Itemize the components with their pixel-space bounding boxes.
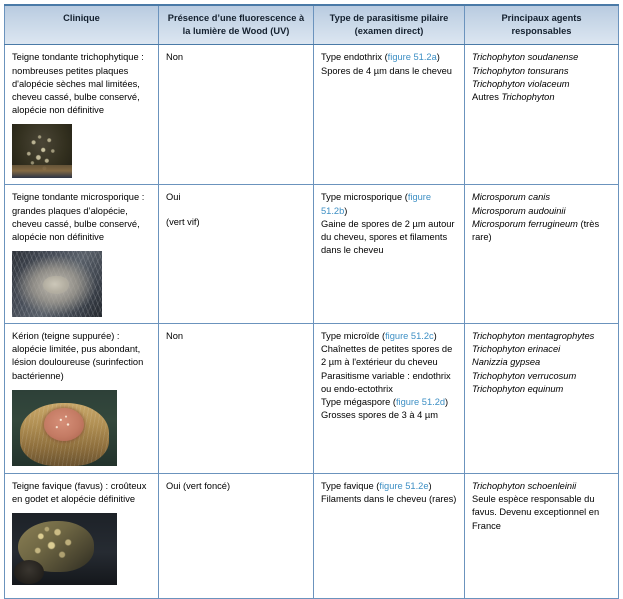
cell-fluorescence	[159, 185, 314, 324]
agent-item	[472, 218, 611, 244]
table-row	[5, 474, 619, 599]
fluorescence-detail: (vert vif)	[166, 216, 200, 227]
agent-item: Microsporum canis	[472, 192, 551, 203]
cell-fluorescence	[159, 324, 314, 474]
agent-item: Trichophyton mentagrophytes	[472, 331, 595, 342]
agent-suffix: (très rare)	[472, 218, 600, 242]
fluorescence-value: Non	[166, 331, 184, 342]
parasitisme-line4-pre: Type mégaspore (	[321, 397, 396, 407]
teignes-comparison-table-container	[4, 4, 618, 590]
parasitisme-line1	[321, 51, 457, 64]
column-header-agents-line1: Principaux agents	[501, 13, 582, 23]
clinique-description: Teigne favique (favus) : croûteux en godet et alopécie définitive	[12, 481, 147, 505]
cell-agents	[465, 324, 619, 474]
column-header-fluorescence	[159, 5, 314, 45]
parasitisme-line1-pre: Type favique (	[321, 481, 380, 492]
parasitisme-line1	[321, 191, 457, 217]
column-header-fluorescence-line1: Présence d’une fluorescence à	[167, 13, 305, 23]
parasitisme-line1-pre: Type endothrix (	[321, 52, 388, 63]
parasitisme-line2: Gaine de spores de 2 µm autour du cheveu, spores et filaments dans le cheveu	[321, 218, 455, 256]
column-header-parasitisme	[314, 5, 465, 45]
parasitisme-line1-pre: Type microsporique (	[321, 192, 408, 203]
agent-item: Nanizzia gypsea	[472, 357, 541, 368]
parasitisme-line4	[321, 396, 457, 409]
figure-link-51-2b[interactable]: figure 51.2b	[321, 192, 432, 216]
table-header	[5, 5, 619, 45]
clinical-photo-kerion	[12, 390, 117, 466]
cell-agents	[465, 45, 619, 185]
table-header-row	[5, 5, 619, 45]
agent-prefix: Autres	[472, 91, 502, 102]
agent-note: Seule espèce responsable du favus. Devenu exceptionnel en France	[472, 494, 600, 531]
cell-fluorescence	[159, 474, 314, 599]
table-row	[5, 185, 619, 324]
column-header-agents-line2: responsables	[511, 26, 572, 37]
fluorescence-value: Oui	[166, 192, 181, 203]
agent-item: Trichophyton verrucosum	[472, 370, 577, 381]
agent-item: Trichophyton equinum	[472, 383, 564, 394]
parasitisme-line3: Parasitisme variable : endothrix ou endo-ectothrix	[321, 370, 451, 394]
agent-item: Microsporum audouinii	[472, 205, 566, 216]
agent-item: Trichophyton erinacei	[472, 344, 561, 355]
clinical-photo-favus	[12, 513, 117, 585]
agent-item	[472, 91, 611, 104]
column-header-clinique-line1: Clinique	[63, 13, 100, 23]
parasitisme-line1-post: )	[344, 205, 348, 216]
parasitisme-line1-post: )	[436, 52, 440, 63]
cell-agents	[465, 474, 619, 599]
parasitisme-line1	[321, 480, 457, 493]
parasitisme-line1-post: )	[428, 481, 432, 492]
cell-clinique	[5, 474, 159, 599]
cell-parasitisme	[314, 324, 465, 474]
table-row	[5, 45, 619, 185]
column-header-clinique	[5, 5, 159, 45]
parasitisme-line1-post: )	[433, 331, 437, 342]
agent-item: Trichophyton violaceum	[472, 78, 570, 89]
column-header-parasitisme-line1: Type de parasitisme pilaire	[329, 13, 449, 23]
parasitisme-line2: Filaments dans le cheveu (rares)	[321, 494, 457, 505]
cell-clinique	[5, 45, 159, 185]
agent-genus: Trichophyton	[501, 91, 555, 102]
agent-item: Trichophyton schoenleinii	[472, 481, 577, 492]
table-row	[5, 324, 619, 474]
clinique-description: Teigne tondante microsporique : grandes plaques d’alopécie, cheveu cassé, bulbe conservé, alopécie non définitive	[12, 192, 145, 242]
cell-fluorescence	[159, 45, 314, 185]
figure-link-51-2c[interactable]: figure 51.2c	[385, 331, 434, 342]
clinique-description: Kérion (teigne suppurée) : alopécie limitée, pus abondant, lésion douloureuse (surinfection bactérienne)	[12, 331, 144, 381]
figure-link-51-2e[interactable]: figure 51.2e	[379, 481, 429, 492]
column-header-fluorescence-line2: la lumière de Wood (UV)	[182, 26, 290, 37]
agent-item: Trichophyton soudanense	[472, 52, 579, 63]
column-header-agents	[465, 5, 619, 45]
parasitisme-line1-pre: Type microïde (	[321, 331, 386, 342]
figure-link-51-2d[interactable]: figure 51.2d	[395, 397, 446, 407]
clinical-photo-trichophytique	[12, 124, 72, 178]
parasitisme-line5: Grosses spores de 3 à 4 µm	[321, 410, 438, 421]
cell-parasitisme	[314, 185, 465, 324]
parasitisme-line1	[321, 330, 457, 343]
clinique-description: Teigne tondante trichophytique : nombreuses petites plaques d'alopécie sèches mal limitées, cheveu cassé, bulbe conservé, alopécie non définitive	[12, 52, 144, 116]
cell-parasitisme	[314, 45, 465, 185]
teignes-comparison-table	[4, 4, 619, 599]
cell-clinique	[5, 185, 159, 324]
cell-agents	[465, 185, 619, 324]
parasitisme-line4-post: )	[445, 397, 449, 407]
fluorescence-value: Oui (vert foncé)	[166, 481, 231, 492]
agent-item: Trichophyton tonsurans	[472, 65, 569, 76]
spacer	[166, 205, 306, 216]
clinical-photo-microsporique	[12, 251, 102, 317]
parasitisme-line2: Spores de 4 µm dans le cheveu	[321, 65, 452, 76]
column-header-parasitisme-line2: (examen direct)	[354, 26, 424, 37]
fluorescence-value: Non	[166, 52, 184, 63]
cell-parasitisme	[314, 474, 465, 599]
agent-species: Microsporum ferrugineum	[472, 218, 578, 229]
cell-clinique	[5, 324, 159, 474]
table-body	[5, 45, 619, 599]
parasitisme-line2: Chaînettes de petites spores de 2 µm à l'extérieur du cheveu	[321, 344, 453, 368]
figure-link-51-2a[interactable]: figure 51.2a	[387, 52, 437, 63]
